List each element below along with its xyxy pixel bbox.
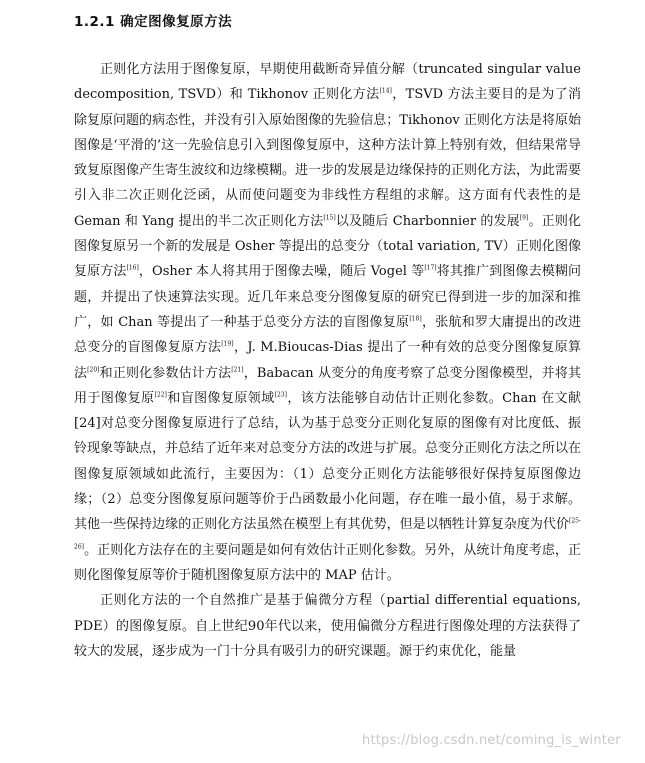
citation: [16] [126, 265, 139, 273]
citation: [15] [323, 214, 336, 222]
citation: [19] [221, 340, 234, 348]
citation: [18] [409, 315, 422, 323]
citation: [17] [424, 265, 437, 273]
section-heading: 1.2.1 确定图像复原方法 [74, 14, 233, 30]
paragraph-1: 正则化方法用于图像复原，早期使用截断奇异值分解（truncated singular value decomposition, TSVD）和 Tikhonov 正则化方法[14]，TSVD 方法主要目的是为了消除复原问题的病态性，并没有引入原始图像的先验信息；Tikhonov 正则化方法是将原始图像是‘平滑的’这一先验信息引入到图像复原中，这种方法计算上特别有效，但结果常导致复原图像产生寄生波纹和边缘模糊。进一步的发展是边缘保持的正则化方法，为此需要引入非二次正则化泛函，从而使问题变为非线性方程组的求解。这方面有代表性的是 Geman 和 Yang 提出的半二次正则化方法[15]以及随后 Charbonnier 的发展[9]。正则化图像复原另一个新的发展是 Osher 等提出的总变分（total variation, TV）正则化图像复原方法[16]，Osher 本人将其用于图像去噪，随后 Vogel 等[17]将其推广到图像去模糊问题，并提出了快速算法实现。近几年来总变分图像复原的研究已得到进一步的加深和推广，如 Chan 等提出了一种基于总变分方法的盲图像复原[18]，张航和罗大庸提出的改进总变分的盲图像复原方法[19]，J. M.Bioucas-Dias 提出了一种有效的总变分图像复原算法[20]和正则化参数估计方法[21]，Babacan 从变分的角度考察了总变分图像模型，并将其用于图像复原[22]和盲图像复原领域[23]，该方法能够自动估计正则化参数。Chan 在文献[24]对总变分图像复原进行了总结，认为基于总变分正则化复原的图像有对比度低、振铃现象等缺点，并总结了近年来对总变分方法的改进与扩展。总变分正则化方法之所以在图像复原领域如此流行，主要因为：（1）总变分正则化方法能够很好保持复原图像边缘；（2）总变分图像复原问题等价于凸函数最小化问题，存在唯一最小值，易于求解。其他一些保持边缘的正则化方法虽然在模型上有其优势，但是以牺牲计算复杂度为代价[25-26]。正则化方法存在的主要问题是如何有效估计正则化参数。另外，从统计角度考虑，正则化图像复原等价于随机图像复原方法中的 MAP 估计。 [74, 62, 582, 583]
citation: [25-26] [74, 518, 581, 551]
watermark: https://blog.csdn.net/coming_is_winter [362, 733, 621, 748]
citation: [21] [231, 366, 244, 374]
citation: [23] [274, 391, 287, 399]
paragraph-2: 正则化方法的一个自然推广是基于偏微分方程（partial differential equations, PDE）的图像复原。自上世纪90年代以来，使用偏微分方程进行图像处理的方法获得了较大的发展，逐步成为一门十分具有吸引力的研究课题。源于约束优化，能量 [74, 593, 581, 659]
citation: [9] [519, 214, 529, 222]
citation: [22] [154, 391, 167, 399]
citation: [14] [379, 87, 392, 95]
body-text [74, 57, 581, 664]
citation: [20] [87, 366, 100, 374]
